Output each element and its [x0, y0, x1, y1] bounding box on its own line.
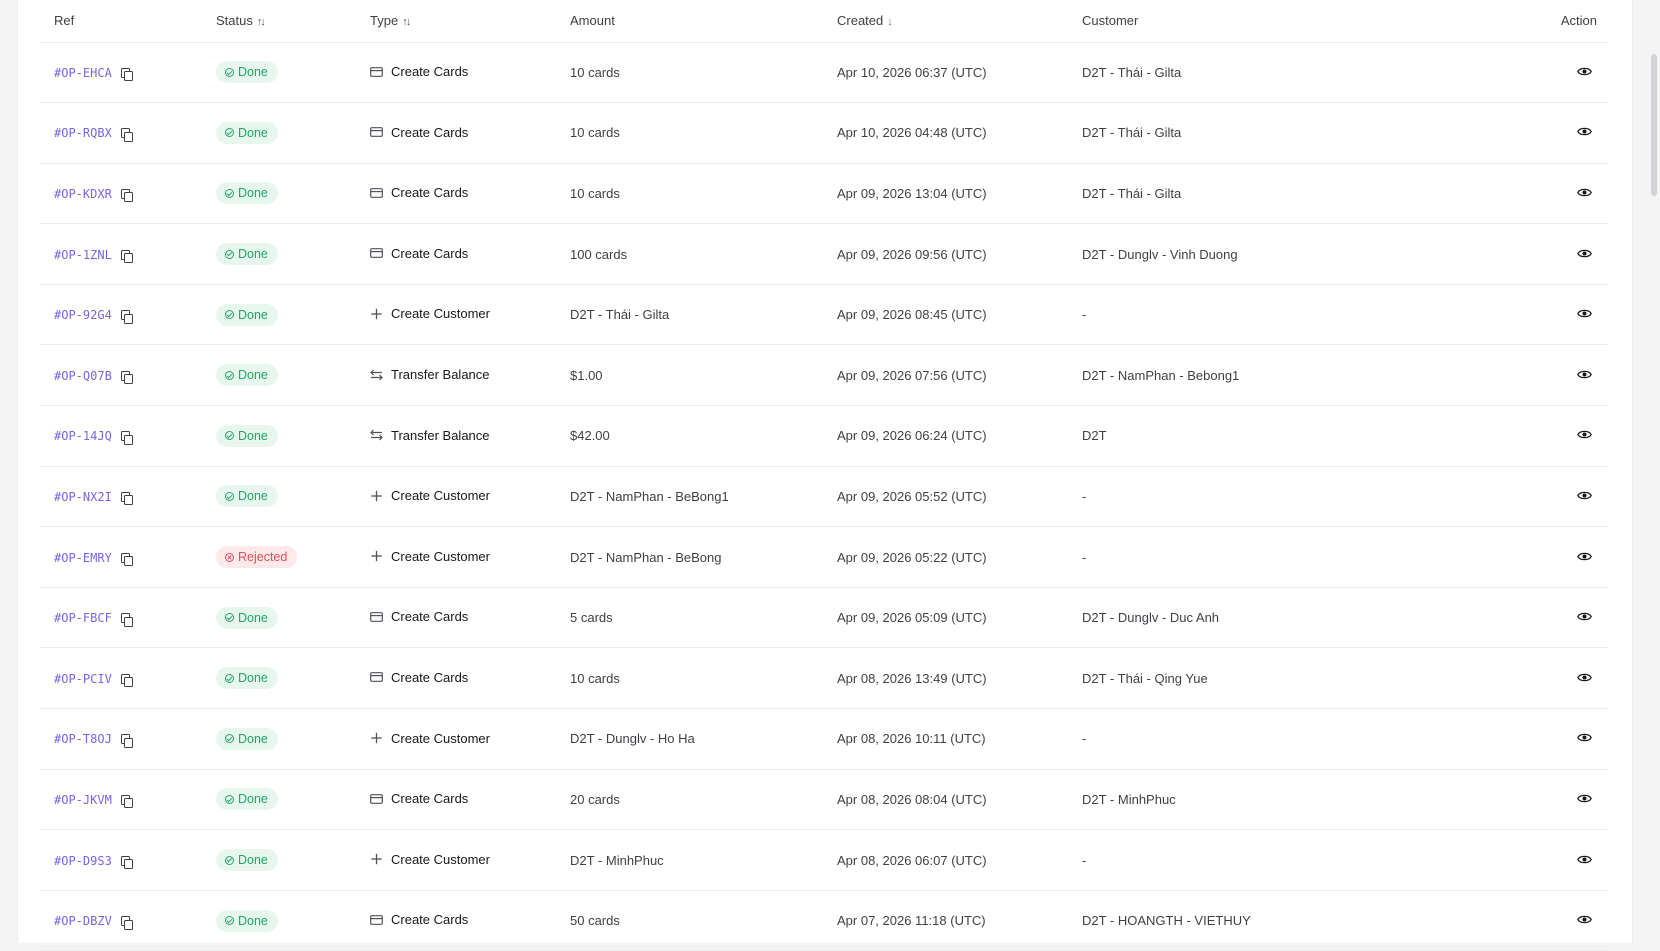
type-cell — [355, 830, 555, 891]
status-label: Done — [238, 125, 268, 140]
customer-cell: - — [1067, 284, 1427, 345]
view-eye-icon[interactable] — [1577, 247, 1592, 262]
plus-icon — [370, 308, 383, 320]
header-status[interactable]: Status ↑↓ — [201, 0, 355, 42]
type-label: Create Customer — [391, 306, 490, 322]
created-cell: Apr 10, 2026 04:48 (UTC) — [822, 103, 1067, 164]
view-eye-icon[interactable] — [1577, 610, 1592, 625]
type-label: Create Customer — [391, 730, 490, 746]
status-badge — [216, 607, 278, 629]
table-row[interactable] — [39, 709, 1609, 770]
transfer-icon — [370, 429, 383, 441]
copy-icon[interactable] — [121, 916, 132, 927]
ref-cell — [39, 345, 201, 406]
ref-cell — [39, 406, 201, 467]
copy-icon[interactable] — [121, 431, 132, 442]
status-label: Done — [238, 913, 268, 928]
type-cell — [355, 224, 555, 285]
status-badge — [216, 728, 278, 750]
amount-cell: D2T - NamPhan - BeBong1 — [555, 466, 822, 527]
check-circle-icon — [225, 189, 234, 198]
view-eye-icon[interactable] — [1577, 731, 1592, 746]
x-circle-icon — [225, 553, 234, 562]
ref-link[interactable]: #OP-D9S3 — [54, 853, 112, 868]
type-cell — [355, 769, 555, 830]
created-cell: Apr 09, 2026 13:04 (UTC) — [822, 163, 1067, 224]
check-circle-icon — [225, 916, 234, 925]
header-amount: Amount — [555, 0, 822, 42]
copy-icon[interactable] — [121, 674, 132, 685]
amount-cell: $1.00 — [555, 345, 822, 406]
card-icon — [370, 66, 383, 78]
check-circle-icon — [225, 492, 234, 501]
status-label: Rejected — [238, 550, 288, 565]
action-cell — [1427, 345, 1609, 406]
type-label: Create Cards — [391, 64, 469, 80]
table-row[interactable] — [39, 224, 1609, 285]
status-badge — [216, 61, 278, 83]
type-cell — [355, 163, 555, 224]
action-cell — [1427, 466, 1609, 527]
check-circle-icon — [225, 613, 234, 622]
ref-cell — [39, 527, 201, 588]
status-badge — [216, 304, 278, 326]
plus-icon — [370, 732, 383, 744]
view-eye-icon[interactable] — [1577, 307, 1592, 322]
customer-cell: D2T - Dunglv - Duc Anh — [1067, 587, 1427, 648]
action-cell — [1427, 890, 1609, 951]
card-icon — [370, 914, 383, 926]
type-label: Create Cards — [391, 912, 469, 928]
sort-icon[interactable]: ↑↓ — [402, 16, 410, 29]
sort-descending-icon[interactable]: ↓ — [887, 16, 893, 29]
amount-cell: 10 cards — [555, 163, 822, 224]
check-circle-icon — [225, 310, 234, 319]
status-badge — [216, 425, 278, 447]
ref-link[interactable]: #OP-NX2I — [54, 489, 112, 504]
status-cell — [201, 466, 355, 527]
ref-cell — [39, 648, 201, 709]
type-cell — [355, 709, 555, 770]
table-row[interactable] — [39, 587, 1609, 648]
status-badge — [216, 122, 278, 144]
action-cell — [1427, 769, 1609, 830]
created-cell: Apr 09, 2026 05:09 (UTC) — [822, 587, 1067, 648]
status-cell — [201, 648, 355, 709]
status-cell — [201, 103, 355, 164]
status-badge — [216, 243, 278, 265]
status-cell — [201, 890, 355, 951]
ref-cell — [39, 709, 201, 770]
status-label: Done — [238, 792, 268, 807]
type-cell — [355, 587, 555, 648]
plus-icon — [370, 550, 383, 562]
amount-cell: D2T - Dunglv - Ho Ha — [555, 709, 822, 770]
table-row[interactable] — [39, 163, 1609, 224]
ref-cell — [39, 890, 201, 951]
created-cell: Apr 08, 2026 06:07 (UTC) — [822, 830, 1067, 891]
copy-icon[interactable] — [121, 189, 132, 200]
table-row[interactable] — [39, 648, 1609, 709]
copy-icon[interactable] — [121, 128, 132, 139]
amount-cell: 10 cards — [555, 648, 822, 709]
action-cell — [1427, 587, 1609, 648]
action-cell — [1427, 648, 1609, 709]
customer-cell: - — [1067, 527, 1427, 588]
status-cell — [201, 527, 355, 588]
status-cell — [201, 224, 355, 285]
customer-cell: - — [1067, 466, 1427, 527]
table-row[interactable] — [39, 769, 1609, 830]
sort-icon[interactable]: ↑↓ — [256, 16, 264, 29]
status-badge — [216, 546, 297, 568]
status-cell — [201, 587, 355, 648]
action-cell — [1427, 284, 1609, 345]
table-row[interactable] — [39, 830, 1609, 891]
type-cell — [355, 42, 555, 103]
plus-icon — [370, 853, 383, 865]
copy-icon[interactable] — [121, 734, 132, 745]
type-cell — [355, 406, 555, 467]
header-created[interactable]: Created ↓ — [822, 0, 1067, 42]
created-cell: Apr 10, 2026 06:37 (UTC) — [822, 42, 1067, 103]
customer-cell: - — [1067, 709, 1427, 770]
customer-cell: D2T — [1067, 406, 1427, 467]
header-action: Action — [1427, 0, 1609, 42]
ref-link[interactable]: #OP-T8OJ — [54, 732, 112, 747]
action-cell — [1427, 709, 1609, 770]
status-cell — [201, 406, 355, 467]
ref-cell — [39, 163, 201, 224]
card-icon — [370, 611, 383, 623]
amount-cell: 20 cards — [555, 769, 822, 830]
copy-icon[interactable] — [121, 371, 132, 382]
type-label: Create Customer — [391, 548, 490, 564]
amount-cell: 10 cards — [555, 103, 822, 164]
customer-cell: - — [1067, 830, 1427, 891]
view-eye-icon[interactable] — [1577, 671, 1592, 686]
status-cell — [201, 284, 355, 345]
ref-cell — [39, 224, 201, 285]
view-eye-icon[interactable] — [1577, 65, 1592, 80]
transfer-icon — [370, 369, 383, 381]
table-row[interactable] — [39, 466, 1609, 527]
customer-cell: D2T - Thái - Qing Yue — [1067, 648, 1427, 709]
view-eye-icon[interactable] — [1577, 913, 1592, 928]
amount-cell: D2T - Thái - Gilta — [555, 284, 822, 345]
check-circle-icon — [225, 371, 234, 380]
type-label: Create Cards — [391, 609, 469, 625]
ref-link[interactable]: #OP-92G4 — [54, 308, 112, 323]
status-badge — [216, 667, 278, 689]
view-eye-icon[interactable] — [1577, 489, 1592, 504]
amount-cell: 5 cards — [555, 587, 822, 648]
status-label: Done — [238, 368, 268, 383]
ref-cell — [39, 830, 201, 891]
action-cell — [1427, 224, 1609, 285]
action-cell — [1427, 103, 1609, 164]
status-label: Done — [238, 489, 268, 504]
check-circle-icon — [225, 128, 234, 137]
copy-icon[interactable] — [121, 795, 132, 806]
type-label: Create Customer — [391, 488, 490, 504]
status-label: Done — [238, 731, 268, 746]
header-type[interactable]: Type ↑↓ — [355, 0, 555, 42]
view-eye-icon[interactable] — [1577, 428, 1592, 443]
status-label: Done — [238, 428, 268, 443]
customer-cell: D2T - Thái - Gilta — [1067, 103, 1427, 164]
view-eye-icon[interactable] — [1577, 853, 1592, 868]
card-icon — [370, 247, 383, 259]
status-label: Done — [238, 853, 268, 868]
operations-table — [39, 0, 1609, 951]
card-icon — [370, 793, 383, 805]
card-icon — [370, 187, 383, 199]
ref-link[interactable]: #OP-1ZNL — [54, 247, 112, 262]
customer-cell: D2T - Thái - Gilta — [1067, 163, 1427, 224]
status-cell — [201, 830, 355, 891]
check-circle-icon — [225, 250, 234, 259]
ref-cell — [39, 769, 201, 830]
status-cell — [201, 163, 355, 224]
ref-cell — [39, 42, 201, 103]
copy-icon[interactable] — [121, 492, 132, 503]
header-ref: Ref — [39, 0, 201, 42]
action-cell — [1427, 42, 1609, 103]
ref-link[interactable]: #OP-JKVM — [54, 792, 112, 807]
ref-link[interactable]: #OP-14JQ — [54, 429, 112, 444]
check-circle-icon — [225, 795, 234, 804]
table-row[interactable] — [39, 890, 1609, 951]
copy-icon[interactable] — [121, 553, 132, 564]
type-label: Create Cards — [391, 791, 469, 807]
action-cell — [1427, 406, 1609, 467]
ref-link[interactable]: #OP-FBCF — [54, 611, 112, 626]
customer-cell: D2T - Thái - Gilta — [1067, 42, 1427, 103]
status-label: Done — [238, 247, 268, 262]
amount-cell: 100 cards — [555, 224, 822, 285]
view-eye-icon[interactable] — [1577, 368, 1592, 383]
status-label: Done — [238, 65, 268, 80]
type-cell — [355, 284, 555, 345]
status-label: Done — [238, 671, 268, 686]
type-cell — [355, 890, 555, 951]
ref-link[interactable]: #OP-RQBX — [54, 126, 112, 141]
card-icon — [370, 671, 383, 683]
created-cell: Apr 09, 2026 08:45 (UTC) — [822, 284, 1067, 345]
action-cell — [1427, 163, 1609, 224]
header-customer: Customer — [1067, 0, 1427, 42]
check-circle-icon — [225, 734, 234, 743]
check-circle-icon — [225, 856, 234, 865]
type-cell — [355, 103, 555, 164]
amount-cell: 50 cards — [555, 890, 822, 951]
customer-cell: D2T - Dunglv - Vinh Duong — [1067, 224, 1427, 285]
ref-link[interactable]: #OP-KDXR — [54, 186, 112, 201]
status-cell — [201, 769, 355, 830]
type-label: Transfer Balance — [391, 427, 490, 443]
status-badge — [216, 485, 278, 507]
customer-cell: D2T - MinhPhuc — [1067, 769, 1427, 830]
ref-link[interactable]: #OP-PCIV — [54, 671, 112, 686]
customer-cell: D2T - HOANGTH - VIETHUY — [1067, 890, 1427, 951]
type-cell — [355, 345, 555, 406]
status-badge — [216, 788, 278, 810]
ref-cell — [39, 103, 201, 164]
type-cell — [355, 466, 555, 527]
check-circle-icon — [225, 68, 234, 77]
view-eye-icon[interactable] — [1577, 125, 1592, 140]
status-label: Done — [238, 186, 268, 201]
table-row[interactable] — [39, 103, 1609, 164]
created-cell: Apr 08, 2026 13:49 (UTC) — [822, 648, 1067, 709]
status-badge — [216, 910, 278, 932]
ref-link[interactable]: #OP-EHCA — [54, 65, 112, 80]
status-cell — [201, 345, 355, 406]
created-cell: Apr 09, 2026 06:24 (UTC) — [822, 406, 1067, 467]
check-circle-icon — [225, 674, 234, 683]
type-label: Create Cards — [391, 669, 469, 685]
status-cell — [201, 709, 355, 770]
amount-cell: 10 cards — [555, 42, 822, 103]
vertical-scrollbar[interactable] — [1651, 54, 1657, 196]
type-label: Transfer Balance — [391, 367, 490, 383]
table-header-row — [39, 0, 1609, 42]
type-label: Create Cards — [391, 124, 469, 140]
ref-link[interactable]: #OP-Q07B — [54, 368, 112, 383]
type-cell — [355, 527, 555, 588]
ref-link[interactable]: #OP-EMRY — [54, 550, 112, 565]
copy-icon[interactable] — [121, 856, 132, 867]
created-cell: Apr 09, 2026 07:56 (UTC) — [822, 345, 1067, 406]
status-badge — [216, 364, 278, 386]
amount-cell: $42.00 — [555, 406, 822, 467]
status-cell — [201, 42, 355, 103]
created-cell: Apr 09, 2026 05:52 (UTC) — [822, 466, 1067, 527]
copy-icon[interactable] — [121, 613, 132, 624]
card-icon — [370, 126, 383, 138]
table-row[interactable] — [39, 284, 1609, 345]
copy-icon[interactable] — [121, 310, 132, 321]
view-eye-icon[interactable] — [1577, 550, 1592, 565]
created-cell: Apr 08, 2026 08:04 (UTC) — [822, 769, 1067, 830]
type-cell — [355, 648, 555, 709]
action-cell — [1427, 527, 1609, 588]
ref-cell — [39, 587, 201, 648]
type-label: Create Customer — [391, 851, 490, 867]
created-cell: Apr 08, 2026 10:11 (UTC) — [822, 709, 1067, 770]
created-cell: Apr 09, 2026 09:56 (UTC) — [822, 224, 1067, 285]
table-row[interactable] — [39, 406, 1609, 467]
status-label: Done — [238, 610, 268, 625]
created-cell: Apr 07, 2026 11:18 (UTC) — [822, 890, 1067, 951]
status-badge — [216, 182, 278, 204]
status-badge — [216, 849, 278, 871]
ref-cell — [39, 466, 201, 527]
copy-icon[interactable] — [121, 250, 132, 261]
ref-cell — [39, 284, 201, 345]
table-row[interactable] — [39, 42, 1609, 103]
action-cell — [1427, 830, 1609, 891]
view-eye-icon[interactable] — [1577, 792, 1592, 807]
amount-cell: D2T - NamPhan - BeBong — [555, 527, 822, 588]
type-label: Create Cards — [391, 185, 469, 201]
view-eye-icon[interactable] — [1577, 186, 1592, 201]
ref-link[interactable]: #OP-DBZV — [54, 914, 112, 929]
plus-icon — [370, 490, 383, 502]
created-cell: Apr 09, 2026 05:22 (UTC) — [822, 527, 1067, 588]
customer-cell: D2T - NamPhan - Bebong1 — [1067, 345, 1427, 406]
amount-cell: D2T - MinhPhuc — [555, 830, 822, 891]
copy-icon[interactable] — [121, 68, 132, 79]
table-row[interactable] — [39, 527, 1609, 588]
status-label: Done — [238, 307, 268, 322]
check-circle-icon — [225, 431, 234, 440]
table-row[interactable] — [39, 345, 1609, 406]
type-label: Create Cards — [391, 245, 469, 261]
